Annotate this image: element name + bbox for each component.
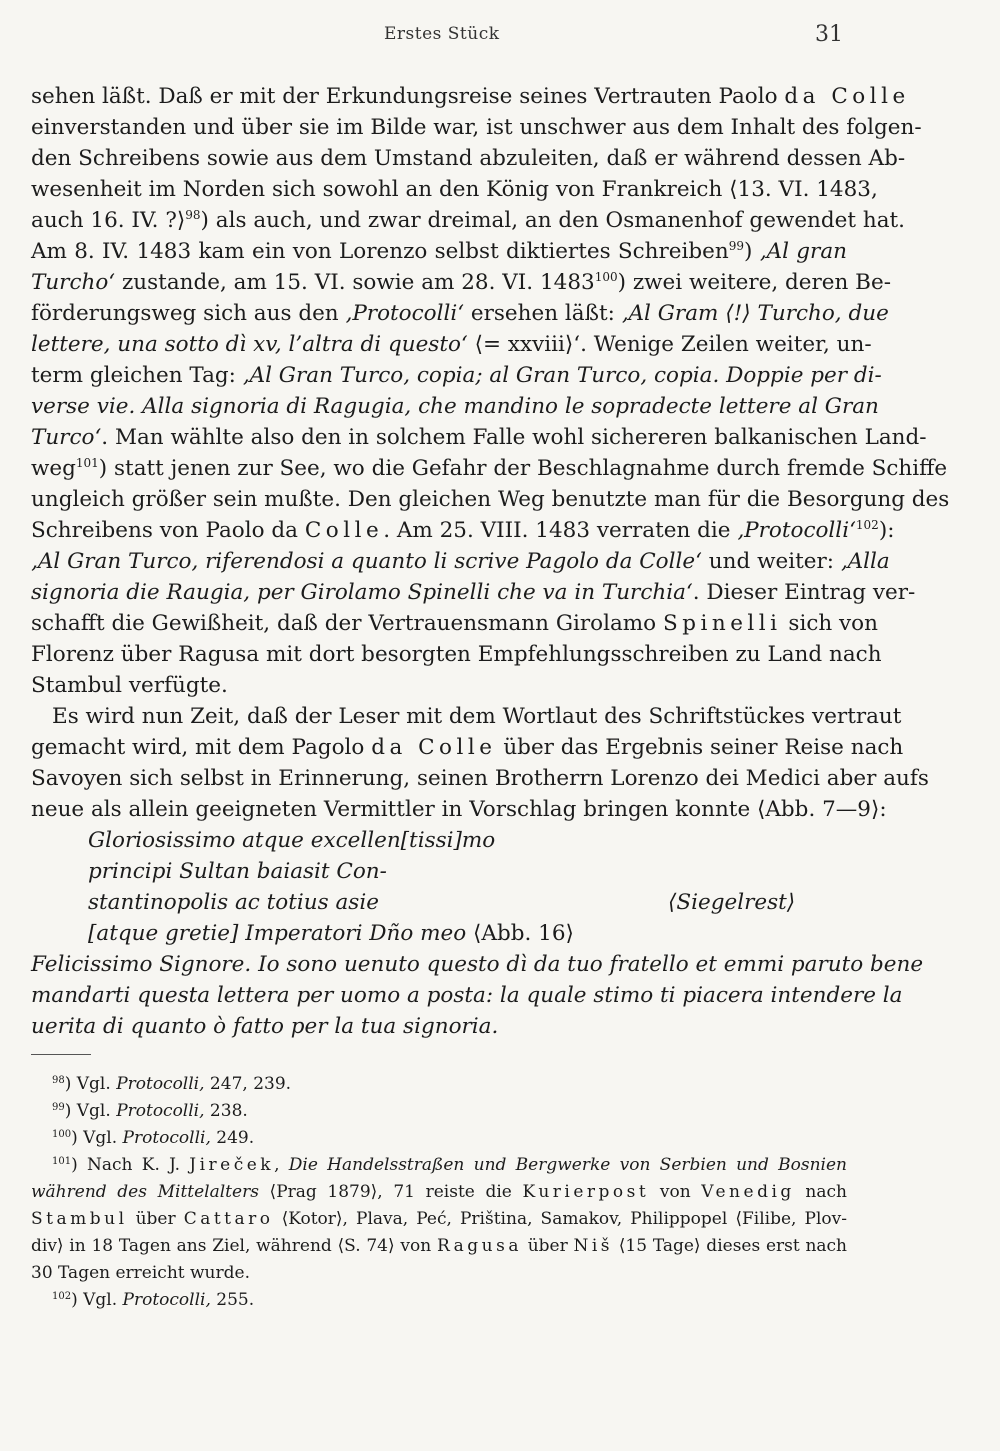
text-line: Turcho‘ zustande, am 15. VI. sowie am 28. VI. 1483$^{100}$) zwei weitere, deren Be-: [31, 270, 891, 295]
text-line: gemacht wird, mit dem Pagolo da Colle über das Ergebnis seiner Reise nach: [31, 735, 904, 760]
text-line: Savoyen sich selbst in Erinnerung, seinen Brotherrn Lorenzo dei Medici aber aufs: [31, 766, 929, 791]
footnote-ref: 100: [594, 270, 618, 284]
text-line: verse vie. Alla signoria di Ragugia, che mandino le sopradecte lettere al Gran: [31, 394, 879, 419]
text-line: ungleich größer sein mußte. Den gleichen Weg benutzte man für die Besorgung des: [31, 487, 950, 512]
text-line: Es wird nun Zeit, daß der Leser mit dem Wortlaut des Schriftstückes vertraut: [52, 704, 902, 729]
footnote-98: $^{98}$) Vgl. Protocolli, 247, 239.: [52, 1074, 292, 1094]
text-line: Turco‘. Man wählte also den in solchem Falle wohl sichereren balkanischen Land-: [31, 425, 927, 450]
letter-address-line: [atque gretie] Imperatori Dño meo ⟨Abb. 16⟩: [88, 921, 574, 946]
text-line: Am 8. IV. 1483 kam ein von Lorenzo selbst diktiertes Schreiben$^{99}$) ‚Al gran: [31, 239, 847, 264]
text-line: auch 16. IV. ?⟩$^{98}$) als auch, und zwar dreimal, an den Osmanenhof gewendet hat.: [31, 208, 905, 233]
footnote-rule: [31, 1054, 91, 1055]
running-head: Erstes Stück: [384, 24, 500, 44]
footnote-ref: 102: [855, 518, 879, 532]
footnote-ref: 99: [728, 239, 745, 253]
text-line: sehen läßt. Daß er mit der Erkundungsreise seines Vertrauten Paolo da Colle: [31, 84, 910, 109]
text-line: lettere, una sotto dì xv, l’altra di questo‘ ⟨= xxviii⟩‘. Wenige Zeilen weiter, un-: [31, 332, 872, 357]
footnote-99: $^{99}$) Vgl. Protocolli, 238.: [52, 1101, 248, 1121]
text-line: signoria die Raugia, per Girolamo Spinelli che va in Turchia‘. Dieser Eintrag ver-: [31, 580, 916, 605]
letter-address-line: principi Sultan baiasit Con-: [88, 859, 387, 884]
text-line: weg$^{101}$) statt jenen zur See, wo die Gefahr der Beschlagnahme durch fremde Schiffe: [31, 456, 948, 481]
text-line: neue als allein geeigneten Vermittler in Vorschlag bringen konnte ⟨Abb. 7—9⟩:: [31, 797, 887, 822]
letter-address-line: Gloriosissimo atque excellen[tissi]mo: [88, 828, 496, 853]
text-line: den Schreibens sowie aus dem Umstand abzuleiten, daß er während dessen Ab-: [31, 146, 906, 171]
text-line: Florenz über Ragusa mit dort besorgten Empfehlungsschreiben zu Land nach: [31, 642, 882, 667]
text-line: term gleichen Tag: ‚Al Gran Turco, copia; al Gran Turco, copia. Doppie per di-: [31, 363, 882, 388]
page-number: 31: [815, 22, 843, 47]
letter-text-line: mandarti questa lettera per uomo a posta: la quale stimo ti piacera intendere la: [31, 983, 903, 1008]
seal-note: ⟨Siegelrest⟩: [668, 890, 796, 915]
letter-text-line: uerita di quanto ò fatto per la tua signoria.: [31, 1014, 499, 1039]
footnote-ref: 98: [185, 208, 201, 222]
text-line: Stambul verfügte.: [31, 673, 228, 698]
footnote-102: $^{102}$) Vgl. Protocolli, 255.: [52, 1290, 255, 1310]
footnote-101-line: div⟩ in 18 Tagen ans Ziel, während ⟨S. 74⟩ von Ragusa über Niš ⟨15 Tage⟩ dieses erst nach: [31, 1236, 848, 1256]
footnote-101-line: Stambul über Cattaro ⟨Kotor⟩, Plava, Peć, Priština, Samakov, Philippopel ⟨Filibe, Plov-: [31, 1209, 847, 1229]
text-line: schafft die Gewißheit, daß der Vertrauensmann Girolamo Spinelli sich von: [31, 611, 878, 636]
text-line: einverstanden und über sie im Bilde war, ist unschwer aus dem Inhalt des folgen-: [31, 115, 922, 140]
text-line: ‚Al Gran Turco, riferendosi a quanto li scrive Pagolo da Colle‘ und weiter: ‚Alla: [31, 549, 890, 574]
footnote-ref: 101: [75, 456, 99, 470]
footnote-100: $^{100}$) Vgl. Protocolli, 249.: [52, 1128, 255, 1148]
letter-address-line: stantinopolis ac totius asie: [88, 890, 379, 915]
footnote-101: $^{101}$) Nach K. J. Jireček, Die Handelsstraßen und Bergwerke von Serbien und Bosnien: [52, 1155, 847, 1175]
footnote-101-line: während des Mittelalters ⟨Prag 1879⟩, 71 reiste die Kurierpost von Venedig nach: [31, 1182, 847, 1202]
text-line: förderungsweg sich aus den ‚Protocolli‘ ersehen läßt: ‚Al Gram ⟨!⟩ Turcho, due: [31, 301, 889, 326]
footnote-101-line: 30 Tagen erreicht wurde.: [31, 1263, 250, 1283]
text-line: Schreibens von Paolo da Colle. Am 25. VIII. 1483 verraten die ‚Protocolli‘$^{102}$):: [31, 518, 895, 543]
letter-text-line: Felicissimo Signore. Io sono uenuto questo dì da tuo fratello et emmi paruto bene: [31, 952, 924, 977]
text-line: wesenheit im Norden sich sowohl an den König von Frankreich ⟨13. VI. 1483,: [31, 177, 878, 202]
